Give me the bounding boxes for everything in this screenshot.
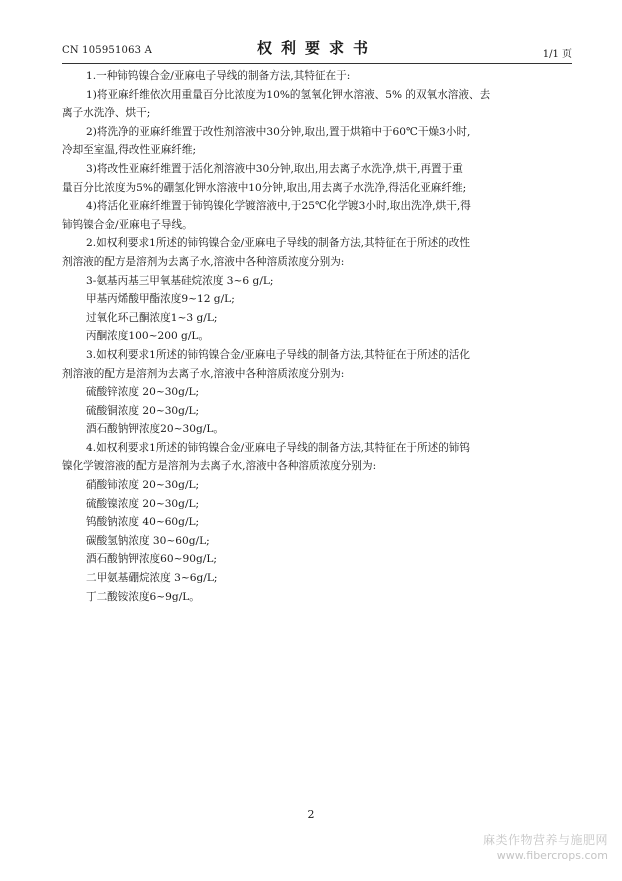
claim-line: 1.一种铈钨镍合金/亚麻电子导线的制备方法,其特征在于: [86,70,351,82]
site-watermark [483,833,608,863]
claim-line: 3.如权利要求1所述的铈钨镍合金/亚麻电子导线的制备方法,其特征在于所述的活化 [86,348,470,361]
watermark-site-name: 麻类作物营养与施肥网 [482,833,608,847]
claim-line: 钨酸钠浓度 40~60g/L; [86,516,200,529]
claim-line: 过氧化环己酮浓度1~3 g/L; [86,311,218,324]
claim-line: 丙酮浓度100~200 g/L。 [86,330,210,343]
page-count: 1/1 页 [542,49,572,60]
claim-line: 剂溶液的配方是溶剂为去离子水,溶液中各种溶质浓度分别为: [62,367,345,380]
header-divider [62,63,572,64]
page-header [62,36,572,64]
publication-number: CN 105951063 A [62,45,153,56]
claim-line: 冷却至室温,得改性亚麻纤维; [62,144,197,157]
claim-line: 酒石酸钠钾浓度20~30g/L。 [86,423,224,436]
claim-line: 剂溶液的配方是溶剂为去离子水,溶液中各种溶质浓度分别为: [62,255,345,268]
claim-line: 铈钨镍合金/亚麻电子导线。 [62,218,193,231]
claim-line: 4)将活化亚麻纤维置于铈钨镍化学镀溶液中,于25℃化学镀3小时,取出洗净,烘干,得 [86,200,471,213]
claim-line: 1)将亚麻纤维依次用重量百分比浓度为10%的氢氧化钾水溶液、5% 的双氧水溶液、去 [86,88,491,101]
claims-body [62,67,572,606]
claim-line: 离子水洗净、烘干; [62,107,151,120]
claim-line: 3)将改性亚麻纤维置于活化剂溶液中30分钟,取出,用去离子水洗净,烘干,再置于重 [86,162,463,175]
claim-line: 镍化学镀溶液的配方是溶剂为去离子水,溶液中各种溶质浓度分别为: [62,460,377,473]
claim-line: 硫酸铜浓度 20~30g/L; [86,404,200,417]
claim-line: 酒石酸钠钾浓度60~90g/L; [86,553,217,566]
page-number: 2 [307,808,315,821]
claim-line: 3-氨基丙基三甲氧基硅烷浓度 3~6 g/L; [86,274,274,287]
claim-line: 丁二酸铵浓度6~9g/L。 [86,590,200,603]
claim-line: 二甲氨基硼烷浓度 3~6g/L; [86,572,218,585]
claim-line: 碳酸氢钠浓度 30~60g/L; [86,534,210,547]
claim-line: 硫酸锌浓度 20~30g/L; [86,386,200,399]
claim-line: 甲基丙烯酸甲酯浓度9~12 g/L; [86,293,235,306]
claim-line: 2.如权利要求1所述的铈钨镍合金/亚麻电子导线的制备方法,其特征在于所述的改性 [86,237,470,250]
claim-line: 2)将洗净的亚麻纤维置于改性剂溶液中30分钟,取出,置于烘箱中于60℃干燥3小时, [86,125,471,138]
claim-line: 硝酸铈浓度 20~30g/L; [86,479,200,492]
watermark-url: www.fibercrops.com [496,849,608,862]
claim-line: 硫酸镍浓度 20~30g/L; [86,497,200,510]
document-title: 权利要求书 [256,39,377,57]
claim-line: 4.如权利要求1所述的铈钨镍合金/亚麻电子导线的制备方法,其特征在于所述的铈钨 [86,441,470,454]
claim-line: 量百分比浓度为5%的硼氢化钾水溶液中10分钟,取出,用去离子水洗净,得活化亚麻纤维; [62,181,467,194]
